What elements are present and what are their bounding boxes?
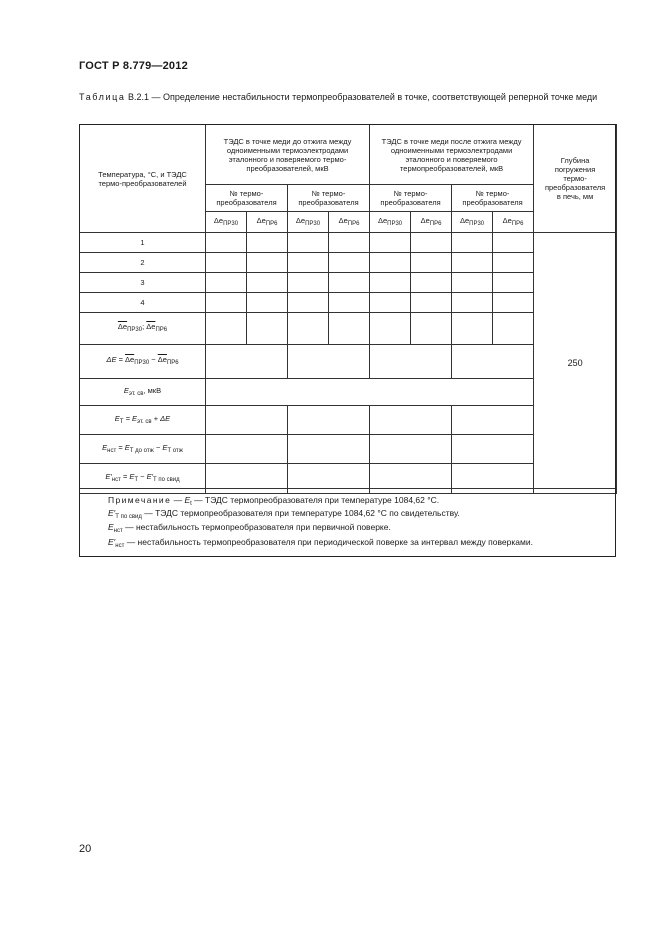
subheader-delta-pr30: $\Delta e_{ПР30}$ (370, 212, 411, 233)
row-label-e-nst-periodic: $E'_{нст} = E_Т - E'_{Т по свид}$ (80, 464, 206, 494)
row-label-3: 3 (80, 273, 206, 293)
row-label-e-cert: $E_{эт. св}$, мкВ (80, 379, 206, 406)
note-line-1: Примечание — $E_t$ — ТЭДС термопреобразователя при температуре 1084,62 °С. (108, 495, 440, 507)
note-line-2: $E'_{Т по свид}$ — ТЭДС термопреобразователя при температуре 1084,62 °С по свидетельству. (108, 508, 460, 520)
row-label-delta-e: $\Delta E = \overline{\Delta e}_{ПР30} - \overline{\Delta e}_{ПР6}$ (80, 345, 206, 379)
page-number: 20 (79, 843, 92, 855)
col-header-after-anneal: ТЭДС в точке меди после отжига между одноименными термоэлектродами эталонного и поверяемого термопреобразователей, мкВ (370, 125, 534, 185)
row-label-e-nst: $E_{нст} = E_{Т до отж} - E_{Т отж}$ (80, 435, 206, 464)
subheader-number: № термо-преобразователя (206, 185, 288, 212)
table-frame (79, 124, 616, 557)
subheader-delta-pr30: $\Delta e_{ПР30}$ (288, 212, 329, 233)
row-label-e-t: $E_Т = E_{эт. св} + \Delta E$ (80, 406, 206, 435)
subheader-delta-pr6: $\Delta e_{ПР6}$ (247, 212, 288, 233)
note-line-3: $E_{нст}$ — нестабильность термопреобразователя при первичной поверке. (108, 522, 391, 534)
standard-number: ГОСТ Р 8.779—2012 (79, 60, 188, 72)
row-label-1: 1 (80, 233, 206, 253)
table-caption (79, 92, 615, 104)
subheader-number: № термо-преобразователя (370, 185, 452, 212)
row-label-4: 4 (80, 293, 206, 313)
col-header-before-anneal: ТЭДС в точке меди до отжига между одноименными термоэлектродами эталонного и поверяемого термо-преобразователей, мкВ (206, 125, 370, 185)
col-header-temperature: Температура, °С, и ТЭДС термо-преобразователей (80, 125, 206, 233)
subheader-number: № термо-преобразователя (452, 185, 534, 212)
caption-text: В.2.1 — Определение нестабильности термопреобразователей в точке, соответствующей реперной точке меди (125, 92, 598, 102)
caption-label: Таблица (79, 92, 126, 102)
row-label-2: 2 (80, 253, 206, 273)
subheader-delta-pr30: $\Delta e_{ПР30}$ (452, 212, 493, 233)
subheader-delta-pr6: $\Delta e_{ПР6}$ (329, 212, 370, 233)
col-header-depth: Глубина погружения термо-преобразователя в печь, мм (534, 125, 617, 233)
row-label-average-delta: $\overline{\Delta e}_{ПР30}$; $\overline{\Delta e}_{ПР6}$ (80, 313, 206, 345)
subheader-delta-pr6: $\Delta e_{ПР6}$ (411, 212, 452, 233)
depth-value: 250 (534, 233, 617, 494)
note-line-4: $E'_{нст}$ — нестабильность термопреобразователя при периодической поверке за интервал между поверками. (108, 537, 533, 549)
subheader-delta-pr6: $\Delta e_{ПР6}$ (493, 212, 534, 233)
subheader-number: № термо-преобразователя (288, 185, 370, 212)
subheader-delta-pr30: $\Delta e_{ПР30}$ (206, 212, 247, 233)
